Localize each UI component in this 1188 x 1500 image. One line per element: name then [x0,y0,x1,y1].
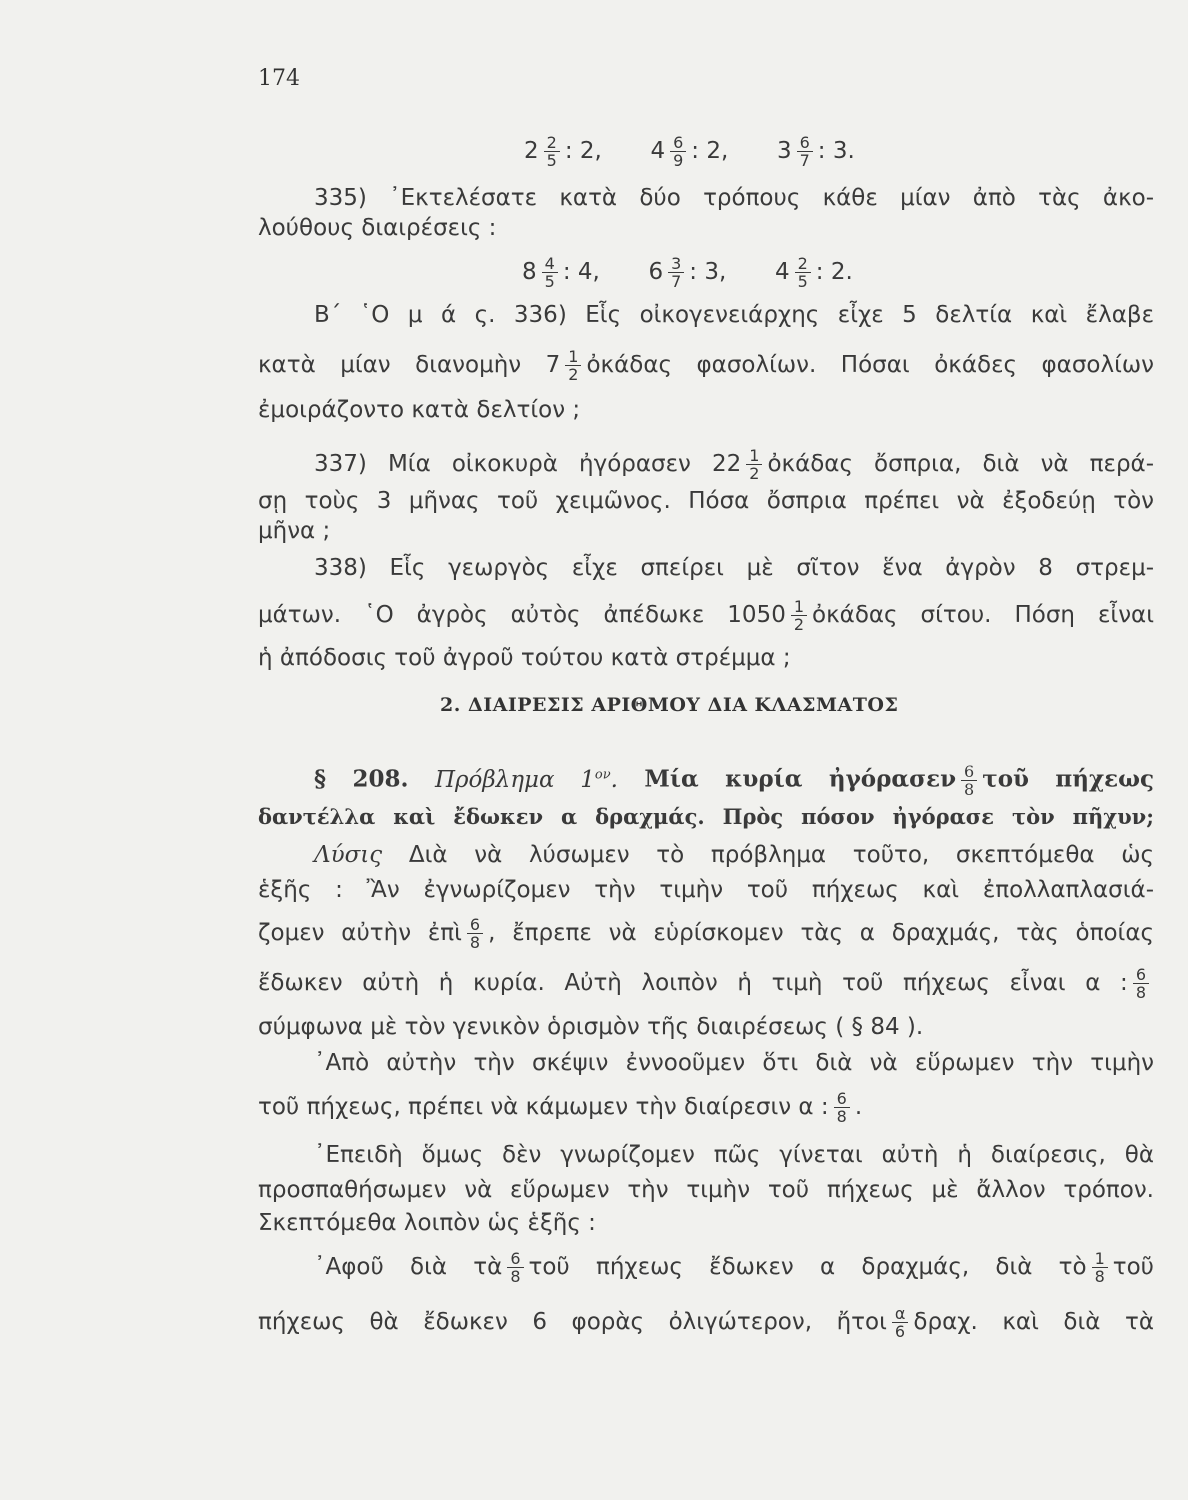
solution-line6: ᾿Απὸ αὐτὴν τὴν σκέψιν ἐννοοῦμεν ὅτι διὰ νὰ εὕρωμεν τὴν τιμὴν [314,1050,1154,1076]
solution-line10: Σκεπτόμεθα λοιπὸν ὡς ἑξῆς : [258,1210,596,1236]
expr: 2 $\frac{2}{5}$ : 2, [524,133,602,170]
solution-line4: ἔδωκεν αὐτὴ ἡ κυρία. Αὐτὴ λοιπὸν ἡ τιμὴ τοῦ πήχεως εἶναι α : $\frac{6}{8}$ [258,966,1154,1001]
section-heading: 2. ΔΙΑΙΡΕΣΙΣ ΑΡΙΘΜΟΥ ΔΙΑ ΚΛΑΣΜΑΤΟΣ [440,694,899,716]
ex336-line1: Β΄ ῾Ο μ ά ς. 336) Εἷς οἰκογενειάρχης εἶχε 5 δελτία καὶ ἔλαβε [314,302,1154,328]
ex338-line2: μάτων. ῾Ο ἀγρὸς αὐτὸς ἀπέδωκε 1050 $\frac{1}{2}$ ὀκάδας σίτου. Πόση εἶναι [258,597,1155,634]
ex337-line3: μῆνα ; [258,518,331,544]
solution-line8: ᾿Επειδὴ ὅμως δὲν γνωρίζομεν πῶς γίνεται αὐτὴ ἡ διαίρεσις, θὰ [314,1142,1154,1168]
ex335-line2: λούθους διαιρέσεις : [258,215,497,241]
expr: 4 $\frac{6}{9}$ : 2, [650,133,729,170]
solution-line1: Λύσις Διὰ νὰ λύσωμεν τὸ πρόβλημα τοῦτο, σκεπτόμεθα ὡς [314,842,1154,868]
solution-line12: πήχεως θὰ ἔδωκεν 6 φορὰς ὀλιγώτερον, ἤτοι $\frac{\alpha}{6}$ δραχ. καὶ διὰ τὰ [258,1304,1154,1341]
ex337-line1: 337) Μία οἰκοκυρὰ ἠγόρασεν 22 $\frac{1}{2}$ ὀκάδας ὄσπρια, διὰ νὰ περά- [314,446,1155,483]
ex336-line3: ἐμοιράζοντο κατὰ δελτίον ; [258,397,581,423]
solution-line5: σύμφωνα μὲ τὸν γενικὸν ὁρισμὸν τῆς διαιρέσεως ( § 84 ). [258,1014,924,1040]
solution-line7: τοῦ πήχεως, πρέπει νὰ κάμωμεν τὴν διαίρεσιν α : $\frac{6}{8}$ . [258,1089,863,1126]
solution-line3: ζομεν αὐτὴν ἐπὶ $\frac{6}{8}$ , ἔπρεπε νὰ εὑρίσκομεν τὰς α δραχμάς, τὰς ὁποίας [258,915,1154,952]
ex334-expressions [524,134,855,169]
ex336-line2: κατὰ μίαν διανομὴν 7 $\frac{1}{2}$ ὀκάδας φασολίων. Πόσαι ὀκάδες φασολίων [258,347,1154,384]
expr: 3 $\frac{6}{7}$ : 3. [776,133,855,170]
page-number: 174 [258,66,300,91]
par208-line2: δαντέλλα καὶ ἔδωκεν α δραχμάς. Πρὸς πόσον ἠγόρασε τὸν πῆχυν; [258,804,1154,829]
ex337-line2: σῃ τοὺς 3 μῆνας τοῦ χειμῶνος. Πόσα ὄσπρια πρέπει νὰ ἐξοδεύῃ τὸν [258,488,1154,514]
solution-line11: ᾿Αφοῦ διὰ τὰ $\frac{6}{8}$ τοῦ πήχεως ἔδωκεν α δραχμάς, διὰ τὸ $\frac{1}{8}$ τοῦ [314,1249,1154,1286]
ex338-line3: ἡ ἀπόδοσις τοῦ ἀγροῦ τούτου κατὰ στρέμμα ; [258,645,791,671]
solution-line2: ἑξῆς : Ἂν ἐγνωρίζομεν τὴν τιμὴν τοῦ πήχεως καὶ ἐπολλαπλασιά- [258,877,1154,903]
ex335-expressions: 8 $\frac{4}{5}$ : 4, 6 $\frac{3}{7}$ : 3, 4 $\frac{2}{5}$ : 2. [522,254,853,291]
solution-line9: προσπαθήσωμεν νὰ εὕρωμεν τὴν τιμὴν τοῦ πήχεως μὲ ἄλλον τρόπον. [258,1177,1154,1203]
ex338-line1: 338) Εἷς γεωργὸς εἶχε σπείρει μὲ σῖτον ἕνα ἀγρὸν 8 στρεμ- [314,555,1154,581]
par208-line1: § 208. Πρόβλημα $1^{o\nu}$. Μία κυρία ἠγόρασεν $\frac{6}{8}$ τοῦ πήχεως [314,762,1155,800]
ex335-line1: 335) ᾿Εκτελέσατε κατὰ δύο τρόπους κάθε μίαν ἀπὸ τὰς ἀκο- [314,185,1154,211]
